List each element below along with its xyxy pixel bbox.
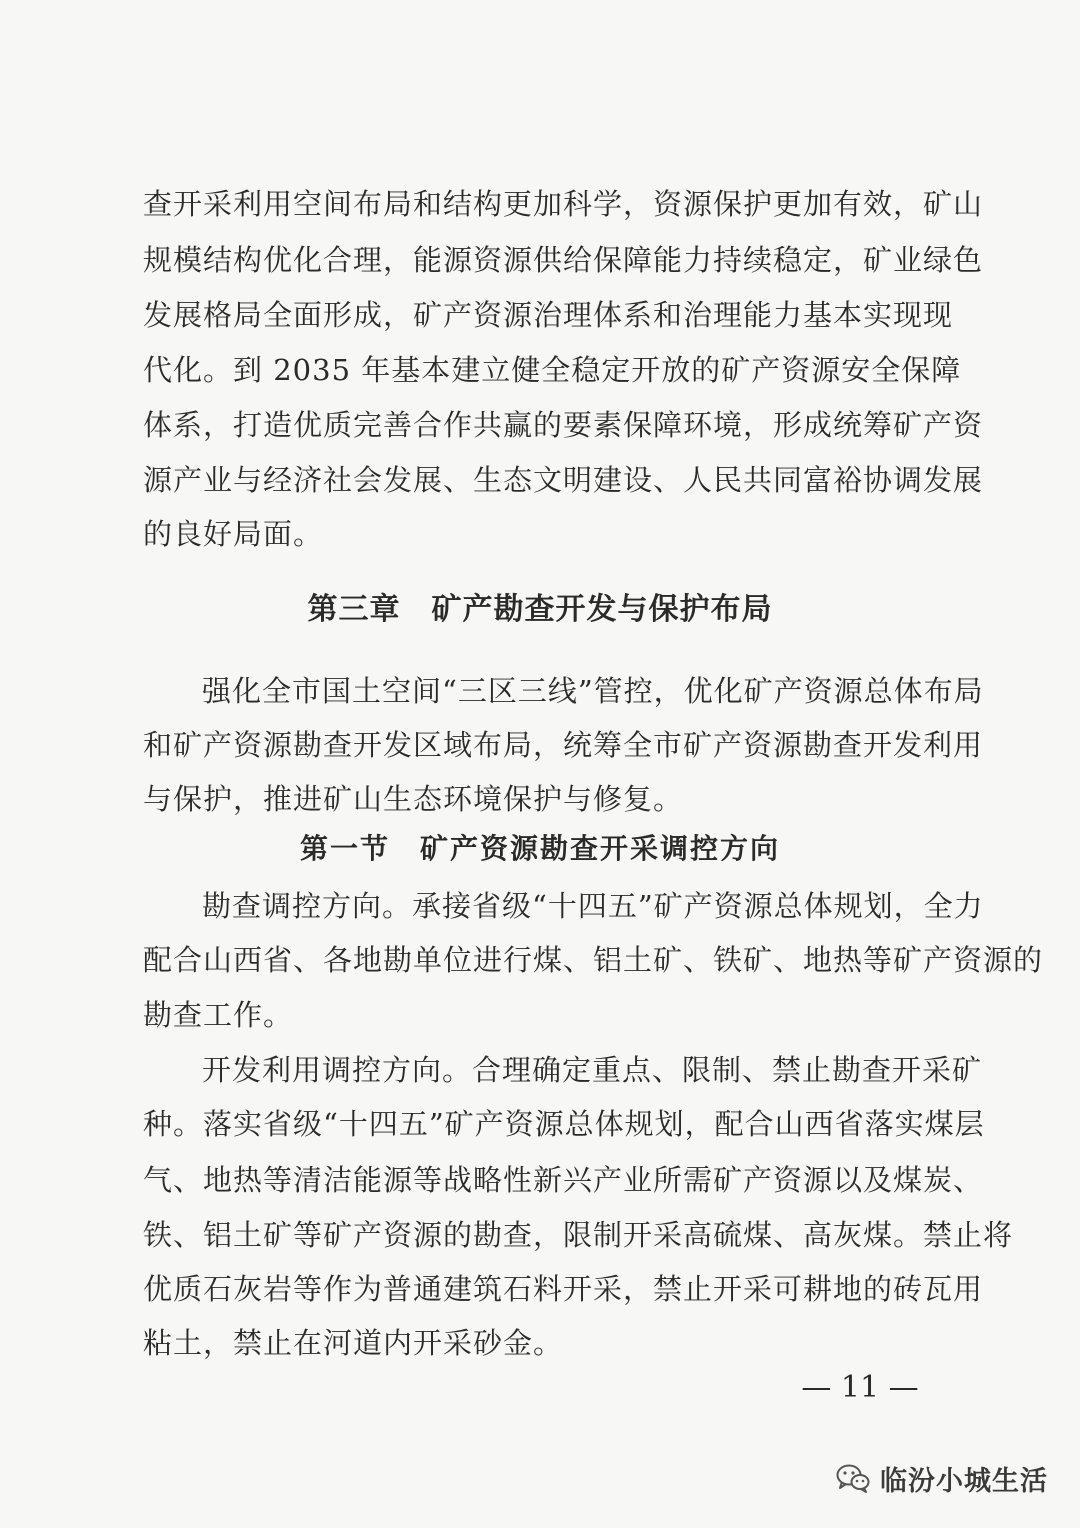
paragraph-line: 与保护，推进矿山生态环境保护与修复。 [143,782,684,816]
wechat-icon [836,1463,870,1493]
paragraph-line: 勘查工作。 [143,998,294,1032]
paragraph-line: 代化。到 2035 年基本建立健全稳定开放的矿产资源安全保障 [143,353,962,387]
paragraph-line: 优质石灰岩等作为普通建筑石料开采，禁止开采可耕地的砖瓦用 [143,1272,984,1306]
paragraph-line: 源产业与经济社会发展、生态文明建设、人民共同富裕协调发展 [143,463,984,497]
paragraph-line: 气、地热等清洁能源等战略性新兴产业所需矿产资源以及煤炭、 [143,1163,984,1197]
chapter-title: 第三章 矿产勘查开发与保护布局 [307,592,773,627]
paragraph-line: 规模结构优化合理，能源资源供给保障能力持续稳定，矿业绿色 [143,243,984,277]
paragraph-line: 查开采利用空间布局和结构更加科学，资源保护更加有效，矿山 [143,187,984,221]
watermark [836,1458,1048,1498]
section-title: 第一节 矿产资源勘查开采调控方向 [299,832,780,865]
paragraph-line: 体系，打造优质完善合作共赢的要素保障环境，形成统筹矿产资 [143,408,984,442]
paragraph-line: 铁、铝土矿等矿产资源的勘查，限制开采高硫煤、高灰煤。禁止将 [143,1218,1014,1252]
watermark-text: 临汾小城生活 [880,1465,1048,1497]
page-number: — 11 — [801,1370,919,1405]
paragraph-line: 发展格局全面形成，矿产资源治理体系和治理能力基本实现现 [143,298,954,332]
paragraph-line: 强化全市国土空间“三区三线”管控，优化矿产资源总体布局 [202,674,984,708]
paragraph-line: 的良好局面。 [143,517,324,551]
paragraph-line: 粘土，禁止在河道内开采砂金。 [143,1326,564,1360]
paragraph-line: 开发利用调控方向。合理确定重点、限制、禁止勘查开采矿 [202,1053,983,1087]
paragraph-line: 勘查调控方向。承接省级“十四五”矿产资源总体规划，全力 [202,889,984,923]
paragraph-line: 种。落实省级“十四五”矿产资源总体规划，配合山西省落实煤层 [143,1107,985,1141]
paragraph-line: 配合山西省、各地勘单位进行煤、铝土矿、铁矿、地热等矿产资源的 [143,943,1044,977]
paragraph-line: 和矿产资源勘查开发区域布局，统筹全市矿产资源勘查开发利用 [143,728,984,762]
